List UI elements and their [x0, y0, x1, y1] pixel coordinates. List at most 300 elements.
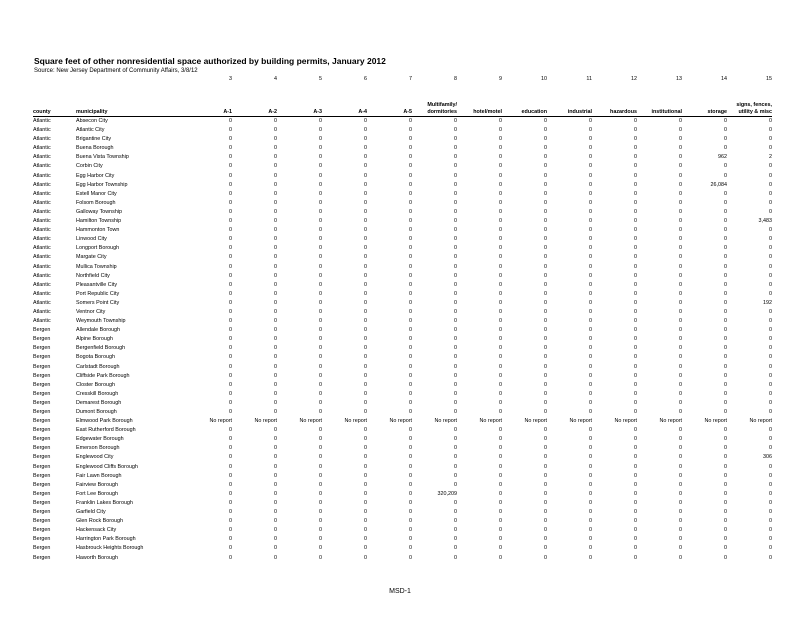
value-cell: 0 — [769, 308, 772, 315]
value-cell: 0 — [589, 490, 592, 497]
value-cell: 0 — [544, 445, 547, 452]
value-cell: 0 — [454, 481, 457, 488]
value-cell: 306 — [763, 454, 772, 461]
value-cell: 0 — [589, 208, 592, 215]
value-cell: 0 — [499, 399, 502, 406]
value-cell: 0 — [679, 409, 682, 415]
value-cell: 0 — [769, 254, 772, 261]
value-cell: 0 — [679, 236, 682, 243]
value-cell: 0 — [544, 272, 547, 279]
value-cell: 0 — [769, 372, 772, 379]
value-cell: 0 — [274, 181, 277, 188]
table-row — [33, 508, 772, 517]
value-cell: 0 — [544, 481, 547, 488]
municipality-cell: Folsom Borough — [76, 199, 116, 206]
value-cell: 0 — [409, 354, 412, 361]
value-cell: 0 — [409, 481, 412, 488]
value-cell: 0 — [409, 290, 412, 297]
value-cell: 0 — [679, 299, 682, 306]
value-cell: 0 — [409, 318, 412, 325]
value-cell: 0 — [274, 290, 277, 297]
value-cell: 0 — [274, 245, 277, 252]
value-cell: 0 — [274, 272, 277, 279]
value-cell: 0 — [499, 336, 502, 343]
table-row — [33, 517, 772, 526]
value-cell: 0 — [409, 436, 412, 443]
value-cell: 0 — [589, 154, 592, 161]
value-cell: 0 — [499, 127, 502, 134]
value-cell: 0 — [229, 545, 232, 552]
value-cell: 0 — [364, 336, 367, 343]
value-cell: 0 — [679, 545, 682, 552]
table-row — [33, 554, 772, 563]
value-cell: 0 — [544, 136, 547, 143]
value-cell: 0 — [364, 227, 367, 234]
value-cell: 0 — [499, 227, 502, 234]
value-cell: 0 — [319, 372, 322, 379]
value-cell: 0 — [499, 409, 502, 415]
value-cell: 0 — [634, 181, 637, 188]
municipality-cell: Cresskill Borough — [76, 390, 119, 397]
value-cell: 0 — [724, 354, 727, 361]
county-cell: Bergen — [33, 436, 51, 443]
value-cell: 0 — [319, 245, 322, 252]
value-cell: 0 — [364, 381, 367, 388]
table-row — [33, 217, 772, 226]
value-cell: 0 — [364, 118, 367, 124]
value-cell: 0 — [274, 545, 277, 552]
value-cell: 0 — [679, 499, 682, 506]
permits-table — [33, 73, 772, 563]
value-cell: 0 — [364, 409, 367, 415]
value-cell: 0 — [589, 554, 592, 561]
value-cell: 0 — [589, 454, 592, 461]
value-cell: 0 — [634, 472, 637, 479]
column-header: A-5 — [367, 85, 412, 117]
county-cell: Bergen — [33, 527, 51, 534]
county-cell: Bergen — [33, 481, 51, 488]
value-cell: 0 — [229, 199, 232, 206]
county-cell: Atlantic — [33, 299, 51, 306]
value-cell: 0 — [409, 536, 412, 543]
value-cell: 0 — [274, 281, 277, 288]
value-cell: 0 — [634, 436, 637, 443]
value-cell: 0 — [499, 527, 502, 534]
value-cell: 0 — [544, 163, 547, 170]
county-cell: Atlantic — [33, 227, 51, 234]
column-number: 10 — [541, 76, 547, 82]
county-cell: Atlantic — [33, 318, 51, 325]
value-cell: 0 — [724, 254, 727, 261]
column-header: A-2 — [232, 85, 277, 117]
value-cell: 0 — [229, 190, 232, 197]
value-cell: 0 — [229, 399, 232, 406]
value-cell: 0 — [499, 327, 502, 334]
value-cell: 0 — [589, 545, 592, 552]
value-cell: 0 — [409, 372, 412, 379]
value-cell: 0 — [454, 208, 457, 215]
value-cell: 0 — [589, 181, 592, 188]
value-cell: 0 — [229, 390, 232, 397]
value-cell: No report — [254, 418, 277, 425]
value-cell: 0 — [454, 345, 457, 352]
value-cell: 0 — [499, 390, 502, 397]
value-cell: 0 — [499, 272, 502, 279]
value-cell: 0 — [634, 199, 637, 206]
value-cell: 0 — [454, 127, 457, 134]
value-cell: 0 — [364, 509, 367, 516]
municipality-cell: Mullica Township — [76, 263, 117, 270]
value-cell: 0 — [724, 554, 727, 561]
county-cell: Atlantic — [33, 181, 51, 188]
value-cell: 0 — [589, 399, 592, 406]
table-row — [33, 226, 772, 235]
value-cell: 0 — [229, 299, 232, 306]
table-row — [33, 544, 772, 553]
value-cell: 0 — [409, 127, 412, 134]
value-cell: 0 — [544, 236, 547, 243]
value-cell: 0 — [319, 472, 322, 479]
value-cell: 0 — [544, 454, 547, 461]
value-cell: 0 — [544, 245, 547, 252]
value-cell: 0 — [634, 227, 637, 234]
value-cell: 0 — [499, 372, 502, 379]
value-cell: 0 — [409, 190, 412, 197]
value-cell: 0 — [229, 308, 232, 315]
value-cell: 0 — [454, 427, 457, 434]
municipality-cell: Hackensack City — [76, 527, 117, 534]
value-cell: 0 — [229, 118, 232, 124]
header-row — [33, 85, 772, 117]
value-cell: 0 — [724, 318, 727, 325]
value-cell: 0 — [544, 327, 547, 334]
value-cell: No report — [344, 418, 367, 425]
value-cell: 0 — [454, 136, 457, 143]
value-cell: 0 — [454, 254, 457, 261]
value-cell: No report — [434, 418, 457, 425]
municipality-cell: Edgewater Borough — [76, 436, 124, 443]
value-cell: 0 — [499, 281, 502, 288]
value-cell: 0 — [679, 463, 682, 470]
table-row — [33, 162, 772, 171]
value-cell: 0 — [229, 181, 232, 188]
value-cell: 0 — [589, 299, 592, 306]
value-cell: 0 — [229, 481, 232, 488]
value-cell: 0 — [319, 336, 322, 343]
value-cell: 0 — [589, 254, 592, 261]
value-cell: 0 — [499, 172, 502, 179]
table-row — [33, 472, 772, 481]
value-cell: 0 — [319, 218, 322, 225]
value-cell: 0 — [319, 272, 322, 279]
value-cell: 0 — [589, 363, 592, 370]
value-cell: 0 — [679, 336, 682, 343]
value-cell: 0 — [454, 190, 457, 197]
value-cell: 0 — [724, 463, 727, 470]
value-cell: 0 — [274, 218, 277, 225]
value-cell: 0 — [724, 545, 727, 552]
municipality-cell: Franklin Lakes Borough — [76, 499, 133, 506]
county-cell: Bergen — [33, 345, 51, 352]
value-cell: 0 — [274, 327, 277, 334]
county-cell: Bergen — [33, 463, 51, 470]
table-row — [33, 353, 772, 362]
value-cell: 0 — [769, 472, 772, 479]
municipality-cell: Weymouth Township — [76, 318, 126, 325]
value-cell: 0 — [319, 190, 322, 197]
value-cell: 0 — [319, 118, 322, 124]
value-cell: 0 — [319, 554, 322, 561]
column-number: 4 — [274, 76, 277, 82]
value-cell: 0 — [634, 527, 637, 534]
value-cell: 0 — [364, 436, 367, 443]
value-cell: 0 — [454, 236, 457, 243]
value-cell: 0 — [499, 481, 502, 488]
value-cell: 0 — [364, 245, 367, 252]
value-cell: 0 — [319, 299, 322, 306]
value-cell: 0 — [229, 554, 232, 561]
county-cell: Atlantic — [33, 272, 51, 279]
county-cell: Bergen — [33, 336, 51, 343]
value-cell: 0 — [769, 545, 772, 552]
value-cell: 0 — [409, 199, 412, 206]
value-cell: 0 — [679, 436, 682, 443]
value-cell: 0 — [589, 218, 592, 225]
value-cell: 0 — [544, 172, 547, 179]
value-cell: 0 — [319, 163, 322, 170]
value-cell: 0 — [634, 336, 637, 343]
value-cell: 0 — [724, 199, 727, 206]
value-cell: 0 — [634, 554, 637, 561]
value-cell: 0 — [409, 227, 412, 234]
municipality-cell: Northfield City — [76, 272, 110, 279]
municipality-cell: Margate City — [76, 254, 107, 261]
value-cell: 0 — [409, 336, 412, 343]
value-cell: 0 — [274, 554, 277, 561]
table-row — [33, 372, 772, 381]
value-cell: 0 — [409, 554, 412, 561]
value-cell: 0 — [499, 536, 502, 543]
value-cell: 0 — [544, 299, 547, 306]
value-cell: 0 — [319, 154, 322, 161]
value-cell: 0 — [319, 427, 322, 434]
value-cell: 0 — [634, 281, 637, 288]
value-cell: 0 — [634, 190, 637, 197]
value-cell: 0 — [589, 308, 592, 315]
value-cell: 0 — [544, 190, 547, 197]
value-cell: 0 — [319, 399, 322, 406]
value-cell: 0 — [769, 390, 772, 397]
municipality-cell: Cliffside Park Borough — [76, 372, 130, 379]
value-cell: 2 — [769, 154, 772, 161]
value-cell: 0 — [454, 327, 457, 334]
value-cell: 0 — [274, 363, 277, 370]
value-cell: 0 — [679, 536, 682, 543]
value-cell: 0 — [364, 290, 367, 297]
value-cell: 0 — [409, 545, 412, 552]
value-cell: 0 — [544, 127, 547, 134]
value-cell: 0 — [769, 281, 772, 288]
value-cell: 0 — [409, 281, 412, 288]
column-header: industrial — [547, 85, 592, 117]
value-cell: 0 — [454, 463, 457, 470]
value-cell: 0 — [229, 272, 232, 279]
value-cell: 0 — [769, 481, 772, 488]
value-cell: 0 — [724, 381, 727, 388]
value-cell: 0 — [274, 490, 277, 497]
value-cell: 0 — [724, 363, 727, 370]
municipality-cell: Port Republic City — [76, 290, 120, 297]
value-cell: 0 — [679, 272, 682, 279]
value-cell: 0 — [319, 518, 322, 525]
value-cell: 0 — [634, 163, 637, 170]
value-cell: 0 — [409, 390, 412, 397]
value-cell: 0 — [454, 308, 457, 315]
value-cell: 0 — [679, 118, 682, 124]
county-cell: Bergen — [33, 381, 51, 388]
county-cell: Atlantic — [33, 290, 51, 297]
table-row — [33, 308, 772, 317]
column-number: 9 — [499, 76, 502, 82]
value-cell: 0 — [724, 163, 727, 170]
value-cell: 0 — [274, 454, 277, 461]
value-cell: 0 — [454, 163, 457, 170]
value-cell: 0 — [634, 509, 637, 516]
value-cell: 0 — [409, 527, 412, 534]
value-cell: 0 — [229, 163, 232, 170]
value-cell: 0 — [544, 227, 547, 234]
value-cell: 0 — [229, 336, 232, 343]
value-cell: 0 — [544, 427, 547, 434]
table-row — [33, 144, 772, 153]
value-cell: 0 — [589, 190, 592, 197]
value-cell: 0 — [724, 481, 727, 488]
municipality-cell: Fairview Borough — [76, 481, 118, 488]
value-cell: 0 — [589, 463, 592, 470]
source-note: Source: New Jersey Department of Community Affairs, 3/8/12 — [34, 68, 198, 74]
value-cell: 0 — [544, 290, 547, 297]
value-cell: 0 — [409, 509, 412, 516]
value-cell: 0 — [589, 163, 592, 170]
value-cell: 0 — [544, 308, 547, 315]
value-cell: 0 — [634, 236, 637, 243]
value-cell: 0 — [364, 327, 367, 334]
municipality-cell: Estell Manor City — [76, 190, 117, 197]
value-cell: 0 — [454, 545, 457, 552]
value-cell: 0 — [229, 136, 232, 143]
column-number: 15 — [766, 76, 772, 82]
value-cell: 0 — [769, 118, 772, 124]
table-row — [33, 426, 772, 435]
table-row — [33, 190, 772, 199]
value-cell: 0 — [634, 536, 637, 543]
value-cell: 0 — [544, 263, 547, 270]
value-cell: 0 — [319, 527, 322, 534]
table-row — [33, 399, 772, 408]
value-cell: 0 — [589, 145, 592, 152]
value-cell: 0 — [319, 208, 322, 215]
column-header: A-1 — [187, 85, 232, 117]
value-cell: 0 — [274, 208, 277, 215]
value-cell: 0 — [589, 527, 592, 534]
value-cell: 0 — [679, 190, 682, 197]
value-cell: No report — [389, 418, 412, 425]
value-cell: 0 — [454, 336, 457, 343]
municipality-cell: Harrington Park Borough — [76, 536, 136, 543]
value-cell: 0 — [769, 554, 772, 561]
value-cell: 0 — [544, 345, 547, 352]
value-cell: 0 — [454, 154, 457, 161]
value-cell: 0 — [499, 363, 502, 370]
value-cell: 0 — [544, 436, 547, 443]
value-cell: 0 — [229, 318, 232, 325]
value-cell: 0 — [724, 436, 727, 443]
value-cell: 0 — [229, 427, 232, 434]
value-cell: 0 — [724, 208, 727, 215]
value-cell: 0 — [544, 363, 547, 370]
value-cell: 0 — [634, 172, 637, 179]
municipality-cell: Hamilton Township — [76, 218, 122, 225]
value-cell: 0 — [274, 136, 277, 143]
value-cell: 0 — [679, 172, 682, 179]
column-number: 11 — [586, 76, 592, 82]
value-cell: 0 — [499, 190, 502, 197]
value-cell: 0 — [769, 518, 772, 525]
value-cell: 0 — [364, 218, 367, 225]
value-cell: 0 — [679, 163, 682, 170]
column-header: signs, fences, utility & misc — [727, 85, 772, 117]
value-cell: 0 — [364, 154, 367, 161]
table-row — [33, 253, 772, 262]
value-cell: 0 — [364, 463, 367, 470]
value-cell: 0 — [274, 336, 277, 343]
value-cell: 0 — [499, 445, 502, 452]
value-cell: 0 — [274, 381, 277, 388]
value-cell: 0 — [679, 308, 682, 315]
value-cell: 0 — [319, 536, 322, 543]
county-cell: Atlantic — [33, 208, 51, 215]
value-cell: 0 — [364, 399, 367, 406]
value-cell: 3,483 — [758, 218, 772, 225]
value-cell: 0 — [319, 390, 322, 397]
value-cell: 0 — [454, 145, 457, 152]
value-cell: 0 — [769, 145, 772, 152]
value-cell: 0 — [679, 527, 682, 534]
value-cell: 0 — [724, 308, 727, 315]
value-cell: 0 — [724, 536, 727, 543]
value-cell: 0 — [409, 181, 412, 188]
value-cell: 0 — [319, 463, 322, 470]
value-cell: 0 — [274, 163, 277, 170]
table-row — [33, 263, 772, 272]
value-cell: 0 — [319, 445, 322, 452]
value-cell: 0 — [499, 354, 502, 361]
value-cell: 0 — [544, 390, 547, 397]
value-cell: 0 — [499, 236, 502, 243]
value-cell: 0 — [544, 499, 547, 506]
value-cell: 0 — [454, 409, 457, 415]
value-cell: 0 — [229, 381, 232, 388]
value-cell: 0 — [499, 463, 502, 470]
value-cell: 0 — [409, 518, 412, 525]
value-cell: 0 — [769, 499, 772, 506]
value-cell: 0 — [634, 518, 637, 525]
value-cell: 0 — [724, 172, 727, 179]
value-cell: 0 — [724, 427, 727, 434]
table-row — [33, 335, 772, 344]
municipality-cell: Egg Harbor Township — [76, 181, 128, 188]
value-cell: 0 — [319, 327, 322, 334]
